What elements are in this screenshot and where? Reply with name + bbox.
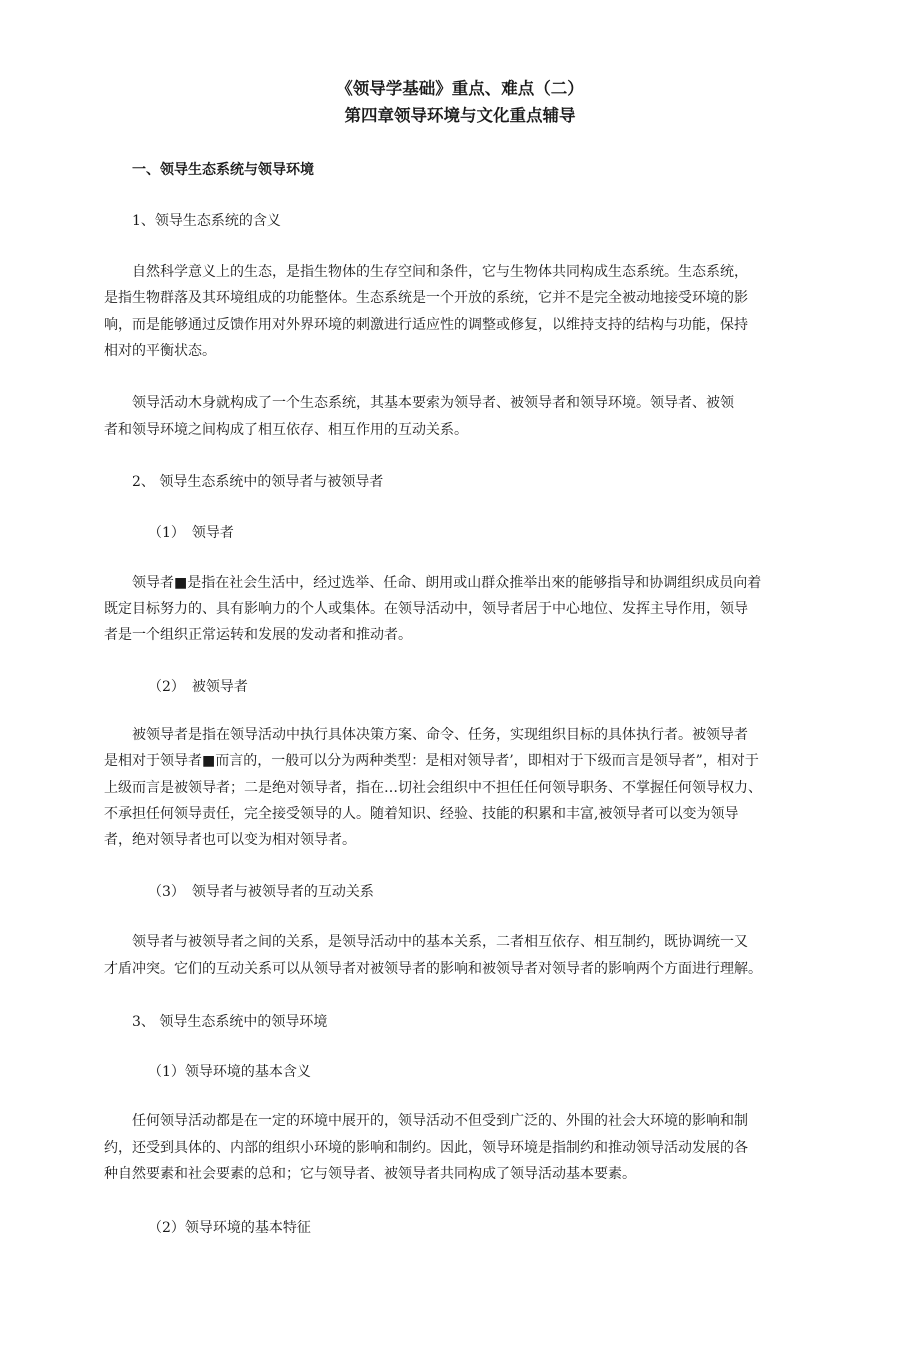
paragraph-line: 者和领导环境之间构成了相互依存、相互作用的互动关系。 <box>104 422 468 438</box>
item-label-leader: （1） 领导者 <box>148 525 234 541</box>
paragraph-line: 任何领导活动都是在一定的环境中展开的，领导活动不但受到广泛的、外围的社会大环境的影响和制 <box>132 1113 748 1129</box>
doc-title: 《领导学基础》重点、难点（二） <box>336 79 584 98</box>
paragraph-line: 响，而是能够通过反馈作用对外界环境的刺激进行适应性的调整或修复，以维持支持的结构与功能，保持 <box>104 317 748 333</box>
paragraph-line: 相对的平衡状态。 <box>104 343 216 359</box>
paragraph-line: 约，还受到具体的、内部的组织小环境的影响和制约。因此，领导环境是指制约和推动领导活动发展的各 <box>104 1140 748 1156</box>
paragraph-line: 者是一个组织正常运转和发展的发动者和推动者。 <box>104 627 412 643</box>
paragraph-line: 领导活动木身就构成了一个生态系统，其基本要索为领导者、被领导者和领导环境。领导者、被领 <box>132 395 734 411</box>
chapter-title: 第四章领导环境与文化重点辅导 <box>344 106 576 125</box>
paragraph-line: 种自然要素和社会要素的总和；它与领导者、被领导者共同构成了领导活动基本要素。 <box>104 1166 636 1182</box>
paragraph-line: 上级而言是被领导者；二是绝对领导者，指在…切社会组织中不担任任何领导职务、不掌握任何领导权力、 <box>104 780 762 796</box>
section-heading: 一、领导生态系统与领导环境 <box>132 162 314 178</box>
paragraph-line: 是相对于领导者■而言的，一般可以分为两种类型：是相对领导者’，即相对于下级而言是领导者”，相对于 <box>104 753 759 769</box>
paragraph-line: 领导者■是指在社会生活中，经过选举、任命、朗用或山群众推举出來的能够指导和协调组织成员向着 <box>132 575 762 591</box>
subsection-heading-3: 3、 领导生态系统中的领导环境 <box>132 1014 328 1030</box>
paragraph-line: 是指生物群落及其环境组成的功能整体。生态系统是一个开放的系统，它并不是完全被动地接受环境的影 <box>104 290 748 306</box>
paragraph-line: 者，绝对领导者也可以变为相对领导者。 <box>104 832 356 848</box>
paragraph-line: 被领导者是指在领导活动中执行具体决策方案、命令、任务，实现组织目标的具体执行者。被领导者 <box>132 727 748 743</box>
subsection-heading-1: 1、领导生态系统的含义 <box>132 213 281 229</box>
item-label-interaction: （3） 领导者与被领导者的互动关系 <box>148 884 374 900</box>
paragraph-line: 领导者与被领导者之间的关系，是领导活动中的基本关系，二者相互依存、相互制约，既协调统一又 <box>132 934 748 950</box>
paragraph-line: 才盾冲突。它们的互动关系可以从领导者对被领导者的影响和被领导者对领导者的影响两个方面进行理解。 <box>104 961 762 977</box>
paragraph-line: 既定目标努力的、具有影响力的个人或集体。在领导活动中，领导者居于中心地位、发挥主导作用，领导 <box>104 601 748 617</box>
paragraph-line: 自然科学意义上的生态，是指生物体的生存空间和条件，它与生物体共同构成生态系统。生态系统， <box>132 264 748 280</box>
item-label-environment-meaning: （1）领导环境的基本含义 <box>148 1064 311 1080</box>
item-label-environment-features: （2）领导环境的基本特征 <box>148 1220 311 1236</box>
item-label-follower: （2） 被领导者 <box>148 679 248 695</box>
paragraph-line: 不承担任何领导责任，完全接受领导的人。随着知识、经验、技能的积累和丰富,被领导者可以变为领导 <box>104 806 739 822</box>
subsection-heading-2: 2、 领导生态系统中的领导者与被领导者 <box>132 474 384 490</box>
